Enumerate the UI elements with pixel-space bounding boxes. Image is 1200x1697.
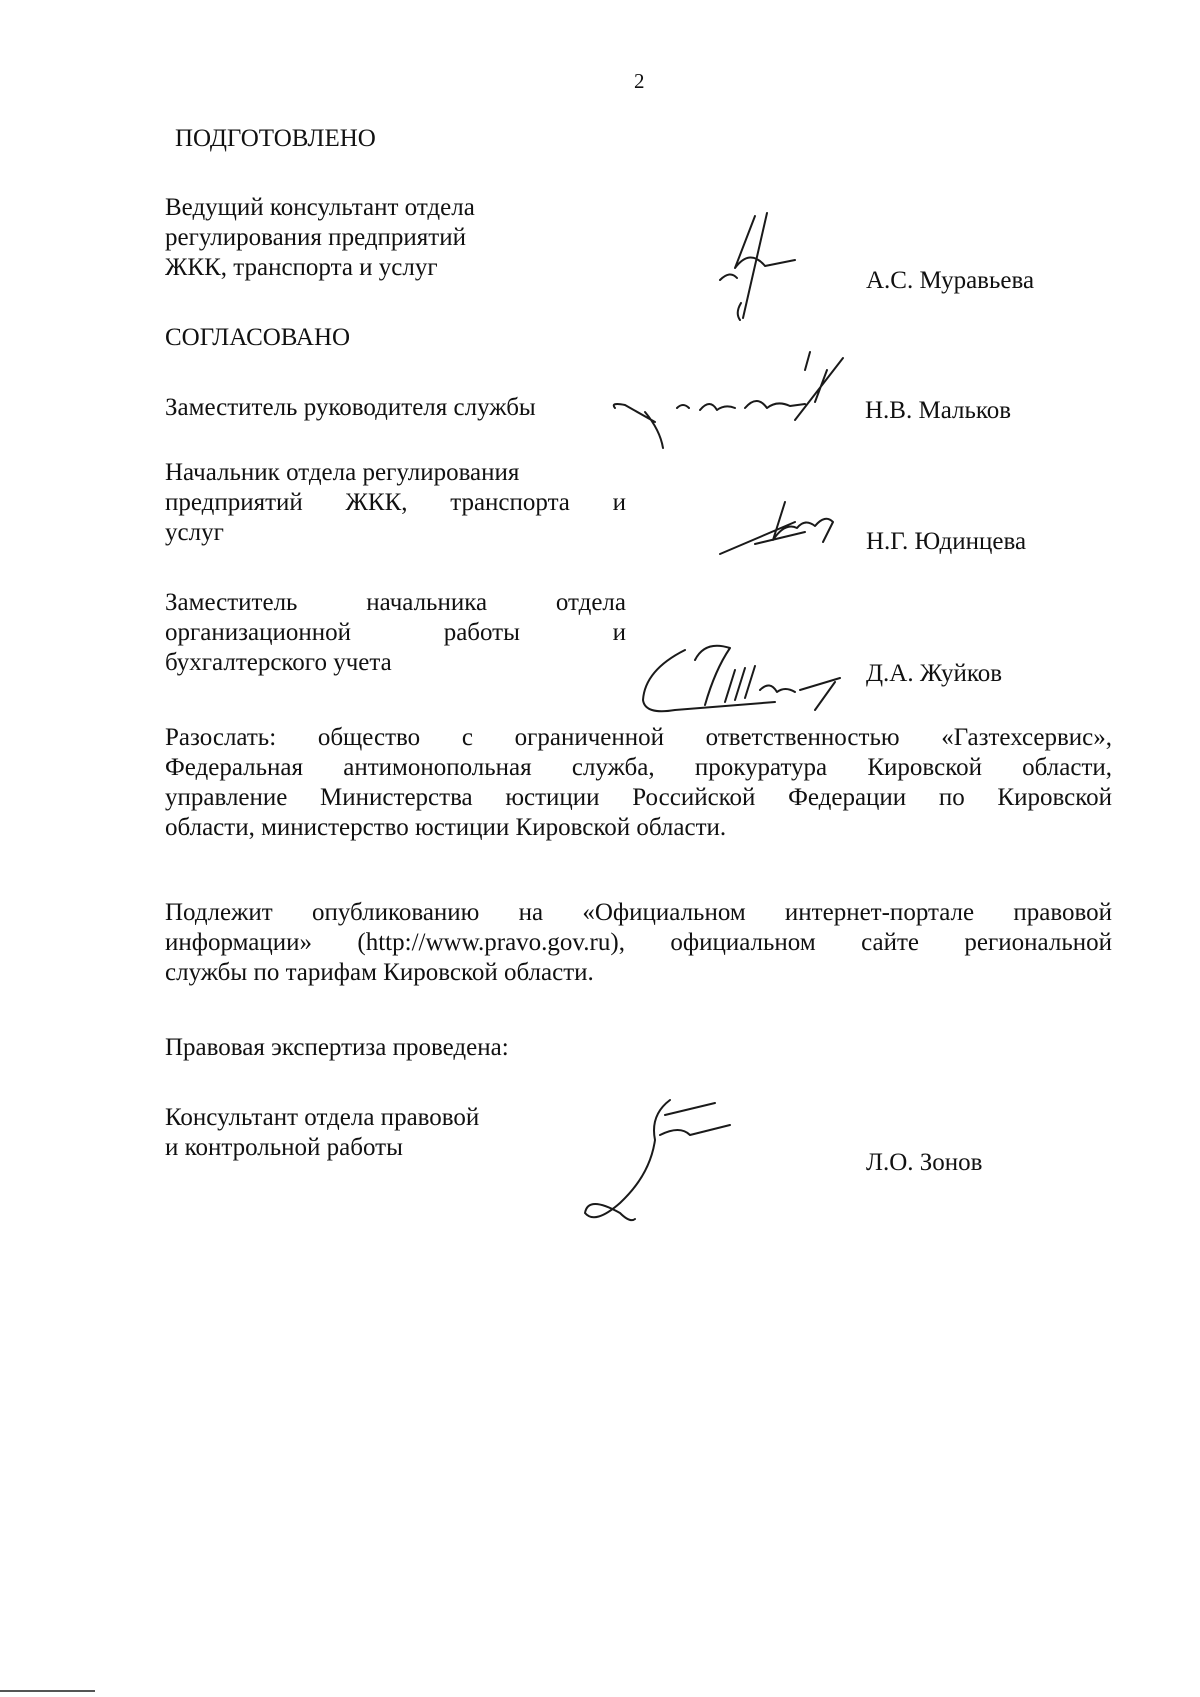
paragraph-line: области, министерство юстиции Кировской области.	[165, 814, 727, 841]
position-line: организационной работы и	[165, 619, 626, 646]
agreed-heading: СОГЛАСОВАНО	[165, 324, 351, 351]
publication-paragraph	[165, 898, 1112, 988]
signer-3-position	[165, 588, 626, 678]
position-line: Консультант отдела правовой	[165, 1104, 480, 1131]
position-line: предприятий ЖКК, транспорта и	[165, 489, 626, 516]
signer-1-name: Н.В. Мальков	[865, 397, 1012, 424]
position-line: услуг	[165, 519, 224, 546]
legal-review-heading: Правовая экспертиза проведена:	[165, 1034, 509, 1061]
position-line: бухгалтерского учета	[165, 649, 392, 676]
signature-malkov	[605, 350, 865, 460]
signature-muravyeva	[695, 208, 815, 328]
signature-zhuykov	[635, 630, 875, 730]
prepared-name: А.С. Муравьева	[866, 267, 1035, 294]
page-number: 2	[634, 69, 645, 93]
paragraph-line: информации» (http://www.pravo.gov.ru), официальном сайте региональной	[165, 929, 1112, 956]
position-line: и контрольной работы	[165, 1134, 403, 1161]
position-line: ЖКК, транспорта и услуг	[165, 254, 438, 281]
position-line: Начальник отдела регулирования	[165, 459, 520, 486]
legal-review-position	[165, 1103, 479, 1163]
signature-yudintseva	[715, 492, 845, 562]
paragraph-line: Разослать: общество с ограниченной ответственностью «Газтехсервис»,	[165, 724, 1112, 751]
signer-3-name: Д.А. Жуйков	[866, 660, 1003, 687]
signer-2-position	[165, 458, 626, 548]
position-line: Заместитель начальника отдела	[165, 589, 626, 616]
prepared-position	[165, 193, 475, 283]
signer-1-position: Заместитель руководителя службы	[165, 394, 536, 421]
prepared-heading: ПОДГОТОВЛЕНО	[175, 125, 376, 152]
paragraph-line: службы по тарифам Кировской области.	[165, 959, 594, 986]
paragraph-line: управление Министерства юстиции Российской Федерации по Кировской	[165, 784, 1112, 811]
paragraph-line: Подлежит опубликованию на «Официальном интернет-портале правовой	[165, 899, 1112, 926]
position-line: регулирования предприятий	[165, 224, 466, 251]
signature-zonov	[580, 1095, 760, 1235]
signer-2-name: Н.Г. Юдинцева	[866, 528, 1027, 555]
paragraph-line: Федеральная антимонопольная служба, прокуратура Кировской области,	[165, 754, 1112, 781]
distribution-paragraph	[165, 723, 1112, 843]
scan-mark	[0, 1690, 95, 1692]
legal-review-name: Л.О. Зонов	[866, 1149, 983, 1176]
position-line: Ведущий консультант отдела	[165, 194, 475, 221]
